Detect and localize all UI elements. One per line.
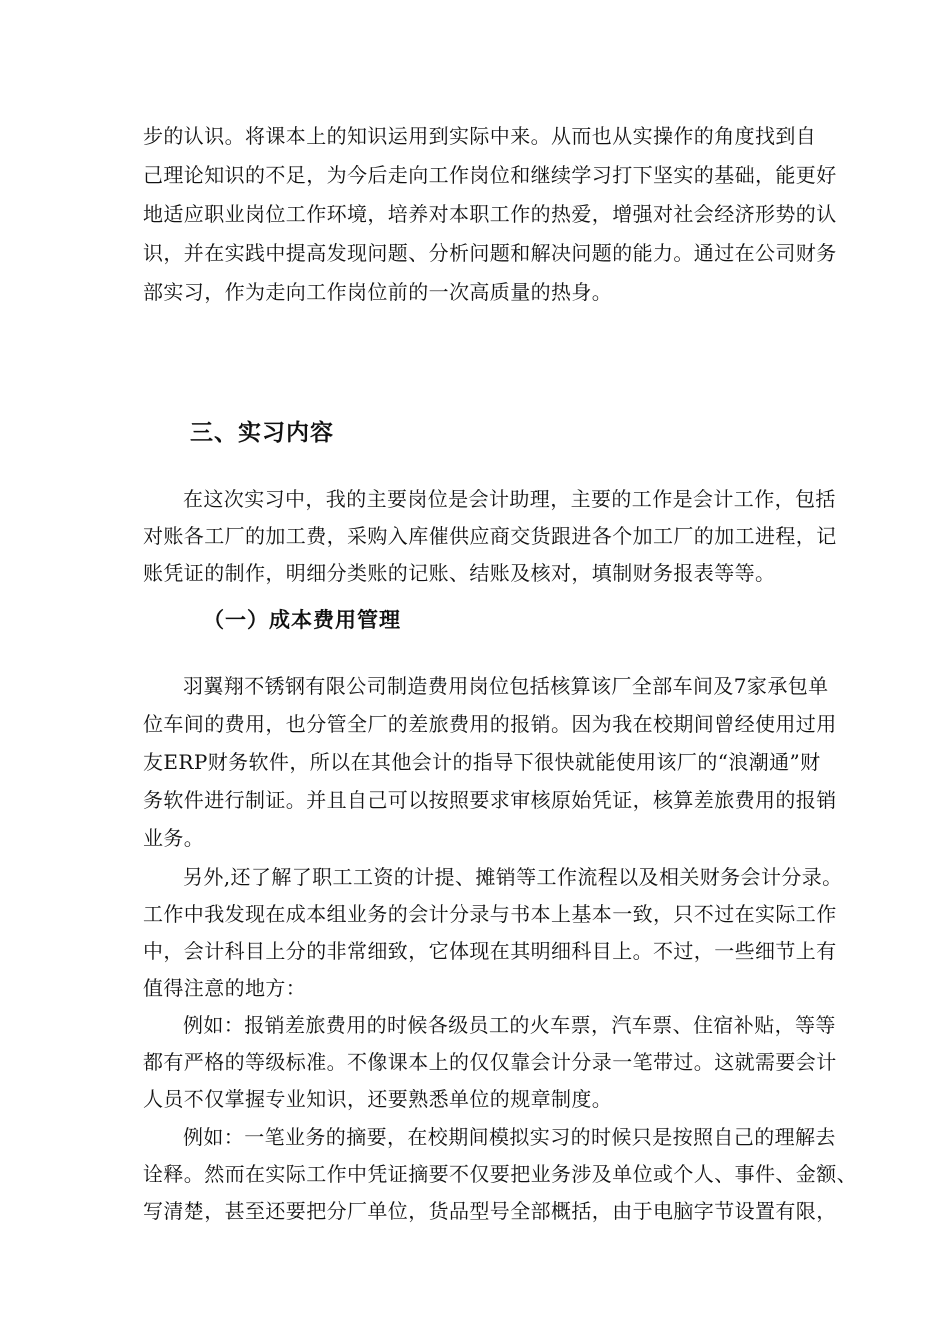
paragraph-line: 工作中我发现在成本组业务的会计分录与书本上基本一致，只不过在实际工作	[143, 902, 837, 926]
intro-line: 步的认识。将课本上的知识运用到实际中来。从而也从实操作的角度找到自	[143, 124, 817, 148]
intro-line: 部实习，作为走向工作岗位前的一次高质量的热身。	[143, 280, 613, 304]
paragraph-line: 例如：一笔业务的摘要，在校期间模拟实习的时候只是按照自己的理解去	[183, 1125, 836, 1149]
subsection-heading: （一）成本费用管理	[203, 608, 401, 632]
paragraph-line: 写清楚，甚至还要把分厂单位，货品型号全部概括，由于电脑字节设置有限，	[143, 1199, 837, 1223]
paragraph-line: 位车间的费用，也分管全厂的差旅费用的报销。因为我在校期间曾经使用过用	[143, 712, 837, 736]
paragraph-line: 友ERP财务软件，所以在其他会计的指导下很快就能使用该厂的“浪潮通”财	[143, 750, 821, 774]
section-heading: 三、实习内容	[190, 420, 334, 446]
intro-line: 识，并在实践中提高发现问题、分析问题和解决问题的能力。通过在公司财务	[143, 241, 837, 265]
section-paragraph-line: 账凭证的制作，明细分类账的记账、结账及核对，填制财务报表等等。	[143, 561, 776, 585]
paragraph-line: 羽翼翔不锈钢有限公司制造费用岗位包括核算该厂全部车间及7家承包单	[183, 674, 829, 698]
paragraph-line: 业务。	[143, 826, 205, 850]
paragraph-line: 值得注意的地方：	[143, 976, 307, 1000]
intro-line: 地适应职业岗位工作环境，培养对本职工作的热爱，增强对社会经济形势的认	[143, 202, 837, 226]
paragraph-line: 诠释。然而在实际工作中凭证摘要不仅要把业务涉及单位或个人、事件、金额、	[143, 1162, 857, 1186]
paragraph-line: 都有严格的等级标准。不像课本上的仅仅靠会计分录一笔带过。这就需要会计	[143, 1050, 837, 1074]
paragraph-line: 例如：报销差旅费用的时候各级员工的火车票，汽车票、住宿补贴，等等	[183, 1013, 836, 1037]
paragraph-line: 人员不仅掌握专业知识，还要熟悉单位的规章制度。	[143, 1087, 613, 1111]
paragraph-line: 另外,还了解了职工工资的计提、摊销等工作流程以及相关财务会计分录。	[183, 865, 843, 889]
intro-line: 己理论知识的不足，为今后走向工作岗位和继续学习打下坚实的基础，能更好	[143, 163, 837, 187]
section-paragraph-line: 对账各工厂的加工费，采购入库催供应商交货跟进各个加工厂的加工进程，记	[143, 524, 837, 548]
paragraph-line: 中，会计科目上分的非常细致，它体现在其明细科目上。不过，一些细节上有	[143, 939, 837, 963]
section-paragraph-line: 在这次实习中，我的主要岗位是会计助理，主要的工作是会计工作，包括	[183, 487, 836, 511]
paragraph-line: 务软件进行制证。并且自己可以按照要求审核原始凭证，核算差旅费用的报销	[143, 788, 837, 812]
